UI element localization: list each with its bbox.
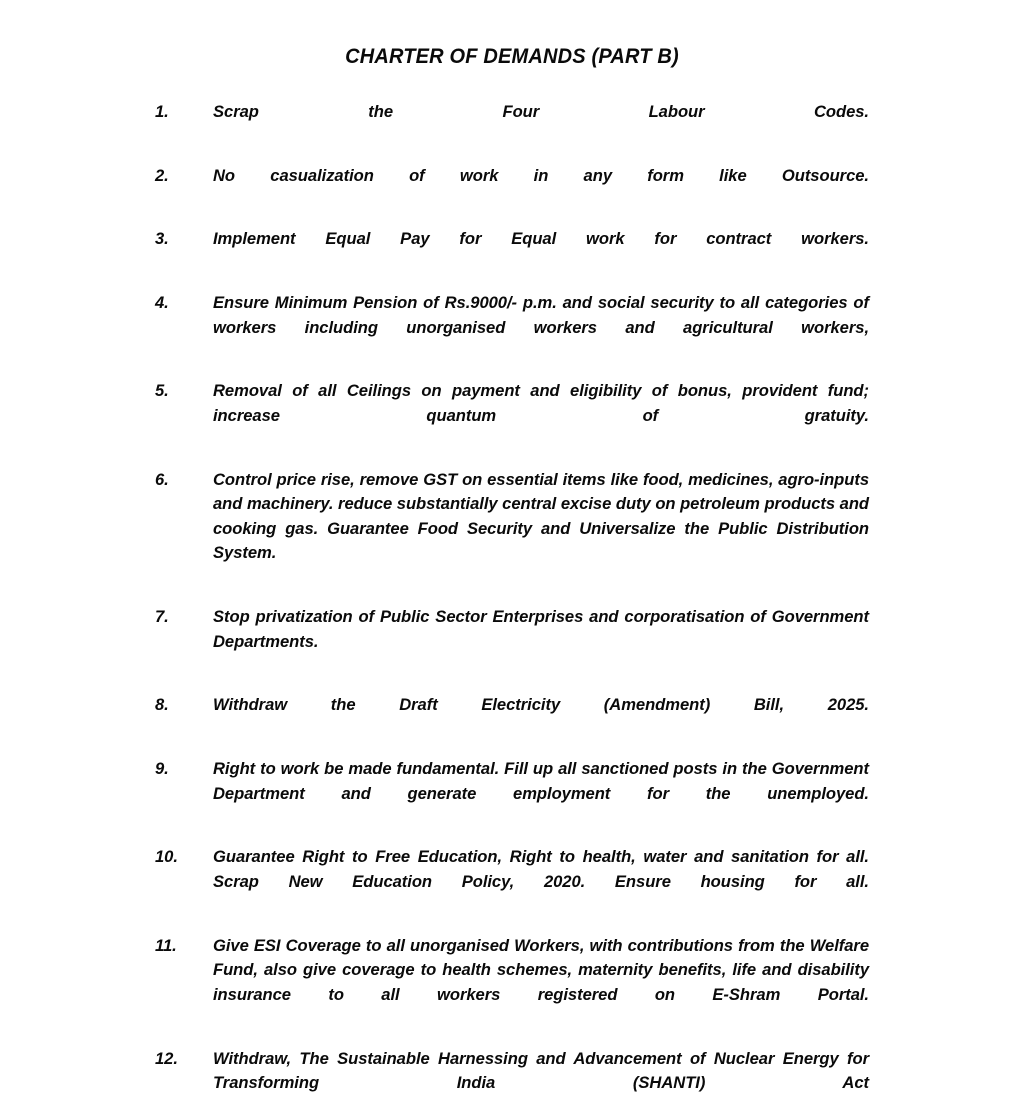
demand-number: 6.: [155, 468, 169, 493]
demand-item: [155, 291, 869, 365]
demand-number: 3.: [155, 227, 169, 252]
demand-text: Withdraw, The Sustainable Harnessing and Advancement of Nuclear Energy for Transforming India (SHANTI) Act: [213, 1047, 869, 1120]
demand-text: Implement Equal Pay for Equal work for contract workers.: [213, 227, 869, 276]
demand-text: Right to work be made fundamental. Fill up all sanctioned posts in the Government Department and generate employment for the unemployed.: [213, 757, 869, 831]
demand-number: 7.: [155, 605, 169, 630]
demand-item: [155, 164, 869, 213]
demand-item: [155, 693, 869, 742]
demands-list: [155, 100, 869, 1120]
demand-item: [155, 845, 869, 919]
demand-number: 12.: [155, 1047, 178, 1072]
demand-item: [155, 605, 869, 679]
demand-text: Scrap the Four Labour Codes.: [213, 100, 869, 149]
demand-number: 10.: [155, 845, 178, 870]
demand-item: [155, 1047, 869, 1120]
demand-number: 4.: [155, 291, 169, 316]
demand-text: Control price rise, remove GST on essential items like food, medicines, agro-inputs and machinery. reduce substantially central excise duty on petroleum products and cooking gas. Guarantee Food Security and Universalize the Public Distribution System.: [213, 468, 869, 591]
demand-item: [155, 100, 869, 149]
demand-text: Ensure Minimum Pension of Rs.9000/- p.m. and social security to all categories of workers including unorganised workers and agricultural workers,: [213, 291, 869, 365]
demand-text: Give ESI Coverage to all unorganised Workers, with contributions from the Welfare Fund, also give coverage to health schemes, maternity benefits, life and disability insurance to all workers registered on E-Shram Portal.: [213, 934, 869, 1032]
page-title: CHARTER OF DEMANDS (PART B): [36, 44, 988, 69]
demand-item: [155, 468, 869, 591]
demand-item: [155, 757, 869, 831]
demand-number: 1.: [155, 100, 169, 125]
demand-text: Withdraw the Draft Electricity (Amendment) Bill, 2025.: [213, 693, 869, 742]
demand-text: Stop privatization of Public Sector Enterprises and corporatisation of Government Departments.: [213, 605, 869, 679]
demand-item: [155, 227, 869, 276]
demand-number: 2.: [155, 164, 169, 189]
demand-number: 11.: [155, 934, 177, 959]
demand-number: 8.: [155, 693, 169, 718]
demand-number: 9.: [155, 757, 169, 782]
demand-item: [155, 379, 869, 453]
demand-text: Guarantee Right to Free Education, Right to health, water and sanitation for all. Scrap New Education Policy, 2020. Ensure housing for all.: [213, 845, 869, 919]
demand-item: [155, 934, 869, 1032]
demand-text: Removal of all Ceilings on payment and eligibility of bonus, provident fund; increase quantum of gratuity.: [213, 379, 869, 453]
demand-text: No casualization of work in any form like Outsource.: [213, 164, 869, 213]
demand-number: 5.: [155, 379, 169, 404]
